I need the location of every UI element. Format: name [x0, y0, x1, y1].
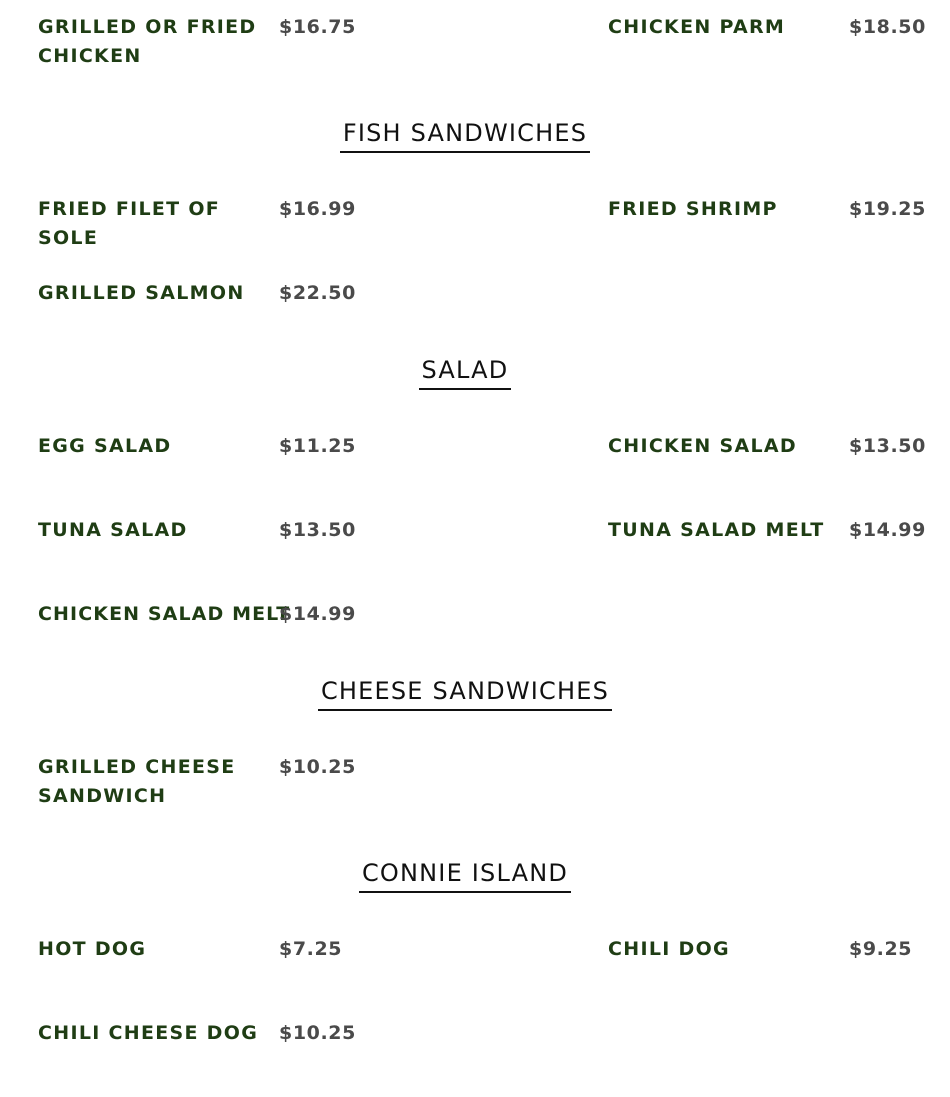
- menu-item-price: $14.99: [849, 519, 926, 541]
- menu-item-price: $7.25: [279, 938, 343, 960]
- section-title: FISH SANDWICHES: [340, 118, 590, 153]
- menu-item-name: FRIED SHRIMP: [608, 198, 778, 220]
- menu-item-price: $22.50: [279, 282, 356, 304]
- section-title: CONNIE ISLAND: [359, 858, 571, 893]
- menu-item-name: GRILLED CHEESE SANDWICH: [38, 756, 236, 807]
- section-title: CHEESE SANDWICHES: [318, 676, 612, 711]
- section-title: SALAD: [419, 355, 512, 390]
- menu-item-name: GRILLED SALMON: [38, 282, 245, 304]
- menu-item-name: CHILI CHEESE DOG: [38, 1022, 259, 1044]
- menu-item-price: $10.25: [279, 1022, 356, 1044]
- section-heading-cheese-sandwiches: [0, 676, 930, 711]
- menu-item-name: CHICKEN SALAD: [608, 435, 797, 457]
- menu-item-price: $16.75: [279, 16, 356, 38]
- section-heading-salad: [0, 355, 930, 390]
- menu-item-name: CHILI DOG: [608, 938, 730, 960]
- menu-item-price: $11.25: [279, 435, 356, 457]
- section-heading-fish-sandwiches: [0, 118, 930, 153]
- menu-item-name: HOT DOG: [38, 938, 147, 960]
- menu-item-price: $13.50: [849, 435, 926, 457]
- menu-item-name: CHICKEN SALAD MELT: [38, 603, 291, 625]
- menu-item-name: EGG SALAD: [38, 435, 172, 457]
- menu-item-price: $18.50: [849, 16, 926, 38]
- menu-item-price: $16.99: [279, 198, 356, 220]
- menu-item-price: $10.25: [279, 756, 356, 778]
- section-heading-connie-island: [0, 858, 930, 893]
- menu-item-name: CHICKEN PARM: [608, 16, 786, 38]
- menu-item-price: $19.25: [849, 198, 926, 220]
- menu-item-name: GRILLED OR FRIED CHICKEN: [38, 16, 257, 67]
- menu-item-name: TUNA SALAD: [38, 519, 188, 541]
- menu-item-price: $13.50: [279, 519, 356, 541]
- menu-item-name: TUNA SALAD MELT: [608, 519, 825, 541]
- menu-item-price: $14.99: [279, 603, 356, 625]
- menu-item-price: $9.25: [849, 938, 913, 960]
- menu-item-name: FRIED FILET OF SOLE: [38, 198, 221, 249]
